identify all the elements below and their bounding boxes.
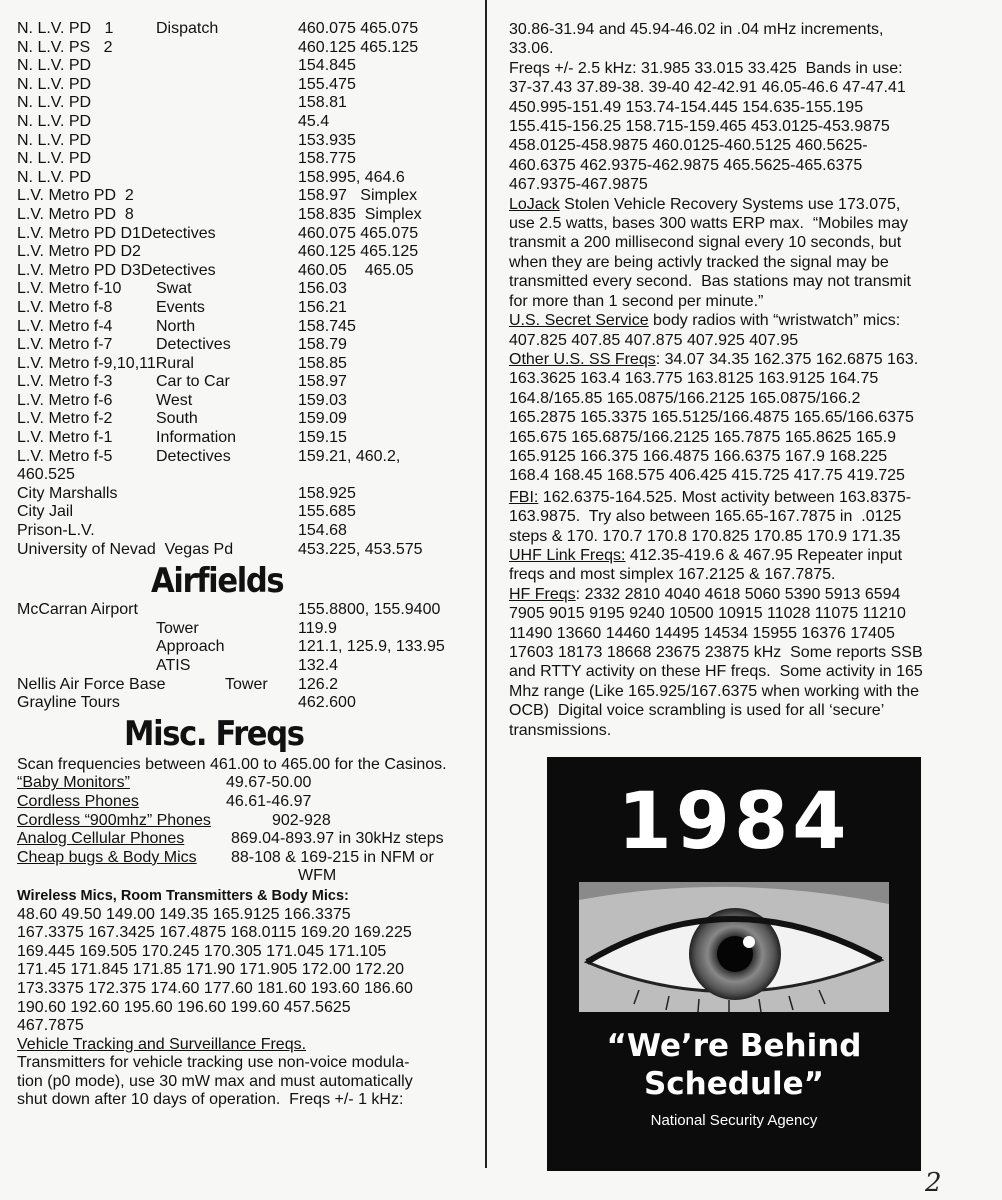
eye-icon (579, 882, 889, 1012)
text-line: 467.9375-467.9875 (509, 176, 648, 194)
frequency-line: 168.4 168.45 168.575 406.425 415.725 417.75 419.725 (509, 467, 905, 485)
frequency-row (17, 150, 479, 169)
text-line: when they are being activly tracked the signal may be (509, 253, 889, 271)
agency-name: N. L.V. PD (17, 131, 92, 149)
column-divider (485, 0, 487, 1168)
text-line: transmissions. (509, 721, 612, 739)
device-label: Cordless “900mhz” Phones (17, 811, 211, 829)
fbi-label: FBI: (509, 488, 539, 506)
channel-description: West (156, 391, 193, 409)
frequency-value: 45.4 (298, 112, 330, 130)
frequency-row (17, 20, 479, 39)
frequency-value: 159.09 (298, 410, 347, 428)
other-ss-label: Other U.S. SS Freqs (509, 350, 656, 368)
frequency-row (17, 206, 479, 225)
agency-name: L.V. Metro f-1 (17, 429, 113, 447)
device-label: Cheap bugs & Body Mics (17, 848, 197, 866)
frequency-row (17, 280, 479, 299)
frequency-row (17, 94, 479, 113)
airfield-frequency-list (17, 601, 479, 713)
airfield-service: Approach (156, 638, 225, 656)
lojack-label: LoJack (509, 195, 560, 213)
wireless-mics-heading: Wireless Mics, Room Transmitters & Body Mics: (17, 887, 349, 904)
lojack-text (509, 214, 979, 311)
frequency-value: 158.925 (298, 484, 356, 502)
frequency-value: 460.125 465.125 (298, 243, 419, 261)
misc-frequency-row (17, 812, 479, 831)
lojack-line: Stolen Vehicle Recovery Systems use 173.075, (559, 195, 901, 213)
frequency-value: 158.97 Simplex (298, 187, 418, 205)
text-line: transmitted every second. Bas stations may not transmit (509, 273, 911, 291)
agency-name: N. L.V. PD (17, 150, 92, 168)
text-line: 17603 18173 18668 23675 23875 kHz Some reports SSB (509, 644, 923, 661)
agency-name: N. L.V. PD (17, 168, 92, 186)
text-line: OCB) Digital voice scrambling is used for all ‘secure’ (509, 702, 885, 720)
misc-frequency-row (17, 867, 479, 886)
left-column (17, 20, 479, 1110)
vehicle-tracking-heading: Vehicle Tracking and Surveillance Freqs. (17, 1035, 307, 1053)
agency-name: L.V. Metro f-2 (17, 410, 113, 428)
secret-service-label: U.S. Secret Service (509, 312, 649, 330)
frequency-value: 153.935 (298, 131, 356, 149)
channel-description: North (156, 317, 196, 335)
frequency-line: 165.675 165.6875/166.2125 165.7875 165.8625 165.9 (509, 428, 897, 446)
channel-description: Detectives (156, 447, 231, 465)
frequency-value: 155.475 (298, 75, 356, 93)
device-frequency: 88-108 & 169-215 in NFM or (231, 848, 434, 866)
agency-name: N. L.V. PS 2 (17, 38, 113, 56)
channel-description: Detectives (156, 336, 231, 354)
text-line: 155.415-156.25 158.715-159.465 453.0125-453.9875 (509, 118, 890, 136)
channel-description: Events (156, 298, 205, 316)
frequency-row (17, 299, 479, 318)
agency-name: L.V. Metro f-7 (17, 336, 113, 354)
device-label: “Baby Monitors” (17, 774, 130, 792)
text-line: 33.06. (509, 40, 554, 58)
misc-freqs-heading: Misc. Freqs (124, 713, 304, 754)
agency-name: L.V. Metro f-8 (17, 298, 113, 316)
device-frequency: 49.67-50.00 (226, 774, 312, 792)
misc-frequency-list (17, 774, 479, 886)
frequency-value: 158.995, 464.6 (298, 168, 405, 186)
device-frequency: WFM (298, 867, 337, 885)
text-line: for more than 1 second per minute.” (509, 292, 764, 310)
text-line: shut down after 10 days of operation. Freqs +/- 1 kHz: (17, 1091, 404, 1109)
device-label: Analog Cellular Phones (17, 830, 185, 848)
airfield-row (17, 657, 479, 676)
frequency-line: 165.9125 166.375 166.4875 166.6375 167.9 168.225 (509, 447, 888, 465)
text-line: use 2.5 watts, bases 300 watts ERP max. “Mobiles may (509, 215, 908, 233)
text-line: 460.6375 462.9375-462.9875 465.5625-465.6375 (509, 156, 863, 174)
frequency-line: 169.445 169.505 170.245 170.305 171.045 171.105 (17, 942, 387, 960)
text-line: Transmitters for vehicle tracking use non-voice modula- (17, 1054, 410, 1072)
frequency-row (17, 373, 479, 392)
agency-name: L.V. Metro f-9,10,11Rural (17, 354, 194, 372)
frequency-value: 158.835 Simplex (298, 205, 422, 223)
airfield-row (17, 694, 479, 713)
casino-scan-text: Scan frequencies between 461.00 to 465.00 for the Casinos. (17, 755, 447, 773)
text-line: and RTTY activity on these HF freqs. Some activity in 165 (509, 663, 923, 681)
hf-section (509, 585, 979, 740)
frequency-line: 190.60 192.60 195.60 196.60 199.60 457.5625 (17, 998, 351, 1016)
airfield-frequency: 119.9 (298, 619, 337, 637)
airfield-frequency: 132.4 (298, 657, 339, 674)
frequency-value: 460.075 465.075 (298, 224, 419, 242)
channel-description: South (156, 410, 198, 428)
frequency-value: 156.21 (298, 298, 347, 316)
text-line: tion (p0 mode), use 30 mW max and must automatically (17, 1072, 413, 1090)
frequency-line: 167.3375 167.3425 167.4875 168.0115 169.20 169.225 (17, 924, 412, 942)
frequency-row (17, 225, 479, 244)
wireless-mics-frequencies (17, 906, 479, 1036)
right-column (509, 20, 979, 740)
frequency-line: 163.3625 163.4 163.775 163.8125 163.9125 164.75 (509, 370, 879, 388)
airfield-frequency: 155.8800, 155.9400 (298, 601, 441, 619)
frequency-row (17, 448, 479, 467)
other-ss-text (509, 369, 979, 485)
frequency-value: 154.68 (298, 522, 347, 540)
airfields-heading: Airfields (151, 561, 284, 602)
frequency-row (17, 541, 479, 560)
frequency-row (17, 410, 479, 429)
misc-frequency-row (17, 849, 479, 868)
frequency-value: 158.85 (298, 354, 347, 372)
airfield-name: McCarran Airport (17, 601, 138, 619)
uhf-line: 412.35-419.6 & 467.95 Repeater input (625, 546, 903, 564)
frequency-value: 158.745 (298, 317, 356, 335)
frequency-row (17, 485, 479, 504)
secret-service-line: 407.825 407.85 407.875 407.925 407.95 (509, 331, 799, 349)
text-line: 458.0125-458.9875 460.0125-460.5125 460.5625- (509, 137, 868, 155)
frequency-value: 154.845 (298, 57, 356, 75)
poster-slogan-line: “We’re Behind (606, 1028, 862, 1064)
device-label: Cordless Phones (17, 792, 139, 810)
frequency-row (17, 355, 479, 374)
agency-name: L.V. Metro PD D1Detectives (17, 224, 216, 242)
agency-name: L.V. Metro PD 8 (17, 205, 134, 223)
device-frequency: 869.04-893.97 in 30kHz steps (231, 830, 444, 848)
hf-text (509, 604, 979, 740)
frequency-value: 158.775 (298, 150, 356, 168)
fbi-line: 162.6375-164.525. Most activity between 163.8375- (538, 488, 912, 506)
frequency-row (17, 392, 479, 411)
frequency-line: 164.8/165.85 165.0875/166.2125 165.0875/166.2 (509, 389, 861, 407)
misc-frequency-row (17, 793, 479, 812)
airfield-name: Nellis Air Force Base (17, 675, 166, 693)
agency-name: L.V. Metro PD 2 (17, 187, 134, 205)
text-line: 450.995-151.49 153.74-154.445 154.635-155.195 (509, 98, 864, 116)
misc-frequency-row (17, 774, 479, 793)
poster-agency: National Security Agency (650, 1112, 818, 1129)
frequency-row (17, 262, 479, 281)
frequency-row (17, 336, 479, 355)
agency-name: City Jail (17, 503, 74, 521)
nsa-1984-poster (547, 757, 921, 1171)
device-frequency: 902-928 (272, 811, 331, 829)
fbi-text (509, 507, 979, 546)
frequency-row (17, 132, 479, 151)
frequency-value: 460.125 465.125 (298, 38, 419, 56)
frequency-value: 453.225, 453.575 (298, 540, 423, 558)
frequency-value: 460.075 465.075 (298, 20, 419, 37)
airfield-row (17, 676, 479, 695)
uhf-section (509, 546, 979, 585)
hf-line: : 2332 2810 4040 4618 5060 5390 5913 6594 (575, 585, 901, 603)
airfield-name: Grayline Tours (17, 694, 120, 712)
fbi-section (509, 488, 979, 546)
other-ss-section (509, 350, 979, 486)
frequency-line: 173.3375 172.375 174.60 177.60 181.60 193.60 186.60 (17, 979, 413, 997)
channel-description: Swat (156, 280, 192, 298)
poster-slogan (547, 1027, 921, 1103)
frequency-value: 159.03 (298, 391, 347, 409)
frequency-row (17, 169, 479, 188)
agency-name: L.V. Metro f-5 (17, 447, 113, 465)
agency-name: University of Nevad Vegas Pd (17, 540, 234, 558)
frequency-line: 48.60 49.50 149.00 149.35 165.9125 166.3375 (17, 905, 351, 923)
frequency-row (17, 503, 479, 522)
agency-name: N. L.V. PD 1 (17, 20, 114, 37)
agency-name: L.V. Metro f-4 (17, 317, 113, 335)
frequency-value: 158.97 (298, 373, 347, 391)
secret-service-line: body radios with “wristwatch” mics: (648, 312, 901, 330)
frequency-value: 155.685 (298, 503, 356, 521)
frequency-value: 159.15 (298, 429, 347, 447)
agency-name: N. L.V. PD (17, 112, 92, 130)
text-line: 7905 9015 9195 9240 10500 10915 11028 11075 11210 (509, 605, 906, 623)
lojack-section (509, 195, 979, 311)
frequency-row (17, 113, 479, 132)
frequency-value: 158.79 (298, 336, 347, 354)
frequency-row (17, 57, 479, 76)
agency-name: L.V. Metro f-6 (17, 391, 113, 409)
page-number: 2 (925, 1168, 942, 1198)
frequency-row (17, 466, 479, 485)
text-line: 37-37.43 37.89-38. 39-40 42-42.91 46.05-46.6 47-47.41 (509, 79, 906, 97)
agency-name: N. L.V. PD (17, 75, 92, 93)
agency-name: Prison-L.V. (17, 522, 95, 540)
other-ss-line: : 34.07 34.35 162.375 162.6875 163. (655, 350, 919, 368)
airfield-service: Tower (156, 619, 199, 637)
channel-description: Car to Car (156, 373, 230, 391)
device-frequency: 46.61-46.97 (226, 792, 312, 810)
frequency-row (17, 187, 479, 206)
frequency-row (17, 429, 479, 448)
agency-name: L.V. Metro f-10 (17, 280, 122, 298)
uhf-line: freqs and most simplex 167.2125 & 167.7875. (509, 566, 836, 584)
airfield-service: Tower (225, 675, 268, 693)
vehicle-tracking-continued (509, 20, 979, 195)
airfield-row (17, 601, 479, 620)
agency-name: L.V. Metro PD D3Detectives (17, 261, 216, 279)
agency-name: 460.525 (17, 466, 75, 484)
frequency-row (17, 318, 479, 337)
frequency-row (17, 522, 479, 541)
frequency-line: 467.7875 (17, 1017, 84, 1035)
text-line: 30.86-31.94 and 45.94-46.02 in .04 mHz increments, (509, 21, 884, 38)
frequency-row (17, 243, 479, 262)
frequency-line: 171.45 171.845 171.85 171.90 171.905 172.00 172.20 (17, 961, 405, 979)
frequency-row (17, 76, 479, 95)
frequency-value: 156.03 (298, 280, 347, 298)
text-line: 11490 13660 14460 14495 14534 15955 16376 17405 (509, 624, 895, 642)
text-line: Freqs +/- 2.5 kHz: 31.985 33.015 33.425 Bands in use: (509, 59, 903, 77)
agency-name: L.V. Metro f-3 (17, 373, 113, 391)
channel-description: Dispatch (156, 20, 219, 37)
poster-year: 1984 (617, 777, 851, 867)
text-line: Mhz range (Like 165.925/167.6375 when working with the (509, 682, 920, 700)
text-line: steps & 170. 170.7 170.8 170.825 170.85 170.9 171.35 (509, 527, 901, 545)
vehicle-tracking-text (17, 1054, 479, 1110)
police-frequency-list (17, 20, 479, 559)
frequency-row (17, 39, 479, 58)
channel-description: Information (156, 429, 237, 447)
frequency-line: 165.2875 165.3375 165.5125/166.4875 165.65/166.6375 (509, 409, 914, 427)
airfield-row (17, 620, 479, 639)
airfield-frequency: 462.600 (298, 694, 356, 712)
frequency-value: 159.21, 460.2, (298, 447, 401, 465)
poster-slogan-line: Schedule” (643, 1066, 825, 1102)
agency-name: City Marshalls (17, 484, 118, 502)
hf-label: HF Freqs (509, 585, 576, 603)
secret-service-section (509, 311, 979, 350)
text-line: 163.9875. Try also between 165.65-167.7875 in .0125 (509, 508, 902, 526)
text-line: transmit a 200 millisecond signal every 10 seconds, but (509, 234, 902, 252)
airfield-row (17, 638, 479, 657)
airfield-frequency: 121.1, 125.9, 133.95 (298, 638, 445, 656)
airfield-frequency: 126.2 (298, 675, 339, 693)
frequency-value: 158.81 (298, 94, 347, 112)
misc-frequency-row (17, 830, 479, 849)
frequency-value: 460.05 465.05 (298, 261, 414, 279)
airfield-service: ATIS (156, 657, 191, 674)
agency-name: L.V. Metro PD D2 (17, 243, 141, 261)
uhf-label: UHF Link Freqs: (509, 546, 626, 564)
agency-name: N. L.V. PD (17, 94, 92, 112)
agency-name: N. L.V. PD (17, 57, 92, 75)
